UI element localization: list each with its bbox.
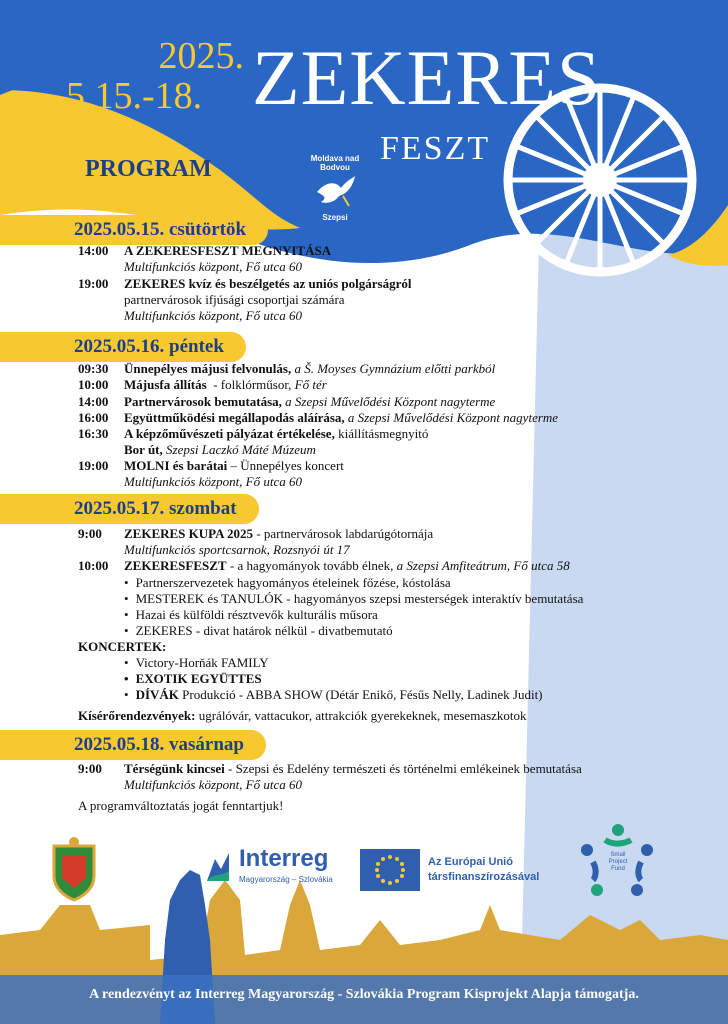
event-location: Multifunkciós sportcsarnok, Rozsnyói út 17	[124, 542, 350, 557]
day3-heading: 2025.05.17. szombat	[0, 494, 259, 524]
event-location: Multifunkciós központ, Fő utca 60	[124, 259, 303, 274]
list-item: • MESTEREK és TANULÓK - hagyományos szepsi mesterségek interaktív bemutatása	[78, 591, 583, 607]
interreg-mark-icon	[205, 849, 231, 883]
program-note: A programváltoztatás jogát fenntartjuk!	[78, 798, 284, 813]
event-row: 14:00 A ZEKERESFESZT MEGNYITÁSA	[78, 243, 332, 258]
list-item: • Victory-Horňák FAMILY	[78, 655, 269, 671]
badge-top-text: Moldava nad Bodvou	[310, 154, 360, 172]
event-row: 9:00 ZEKERES KUPA 2025 - partnervárosok labdarúgótornája	[78, 526, 434, 541]
list-item: • EXOTIK EGYÜTTES	[78, 671, 262, 687]
dove-icon	[313, 172, 357, 208]
footer-funding-text: A rendezvényt az Interreg Magyarország - Szlovákia Program Kisprojekt Alapja támogatja.	[89, 987, 639, 1002]
list-item: • ZEKERES - divat határok nélkül - divatbemutató	[78, 623, 393, 639]
day1-heading: 2025.05.15. csütörtök	[0, 215, 268, 245]
day2-heading: 2025.05.16. péntek	[0, 332, 246, 362]
event-row: 09:30 Ünnepélyes májusi felvonulás, a Š. Moyses Gymnázium előtti parkból	[78, 361, 496, 376]
interreg-logo: Interreg Magyarország – Szlovákia	[205, 845, 355, 889]
event-location: Multifunkciós központ, Fő utca 60	[124, 474, 303, 489]
program-label: PROGRAM	[85, 156, 212, 182]
festival-title: ZEKERES	[252, 34, 602, 121]
eu-text-line2: társfinanszírozásával	[428, 871, 540, 883]
event-row: 16:30 A képzőművészeti pályázat értékelése, kiállításmegnyitó	[78, 426, 429, 441]
event-row: 19:00 ZEKERES kvíz és beszélgetés az uniós polgárságról	[78, 276, 412, 291]
list-item: • DÍVÁK Produkció - ABBA SHOW (Détár Enikő, Fésűs Nelly, Ladinek Judit)	[78, 687, 543, 703]
event-row: Bor út, Szepsi Laczkó Máté Múzeum	[124, 442, 316, 457]
festival-subtitle: FESZT	[380, 130, 491, 167]
list-item: • Hazai és külföldi résztvevők kulturális műsora	[78, 607, 378, 623]
event-dates: 5.15.-18.	[66, 75, 203, 117]
day4-heading: 2025.05.18. vasárnap	[0, 730, 266, 760]
side-events: Kísérőrendezvények: ugrálóvár, vattacukor, attrakciók gyerekeknek, mesemaszkotok	[78, 708, 527, 723]
town-badge	[296, 146, 374, 224]
coat-of-arms-icon	[48, 836, 100, 902]
event-year: 2025.	[158, 35, 244, 77]
small-project-fund-logo: Small Project Fund	[575, 818, 661, 904]
event-row: 19:00 MOLNI és barátai – Ünnepélyes koncert	[78, 458, 344, 473]
list-item: • Partnerszervezetek hagyományos ételeinek főzése, kóstolása	[78, 575, 451, 591]
event-location: Multifunkciós központ, Fő utca 60	[124, 777, 303, 792]
badge-bottom-text: Szepsi	[322, 213, 348, 222]
event-row: 14:00 Partnervárosok bemutatása, a Szepsi Művelődési Központ nagyterme	[78, 394, 496, 409]
event-row: 9:00 Térségünk kincsei - Szepsi és Edelény természeti és történelmi emlékeinek bemutatása	[78, 761, 582, 776]
event-row: 10:00 Májusfa állítás - folklórműsor, Fő tér	[78, 377, 327, 392]
event-row: 16:00 Együttműködési megállapodás aláírása, a Szepsi Művelődési Központ nagyterme	[78, 410, 559, 425]
eu-flag-icon	[360, 849, 420, 891]
event-desc: partnervárosok ifjúsági csoportjai számára	[124, 292, 345, 307]
event-location: Multifunkciós központ, Fő utca 60	[124, 308, 303, 323]
eu-text-line1: Az Európai Unió	[428, 856, 513, 868]
event-row: 10:00 ZEKERESFESZT - a hagyományok tovább élnek, a Szepsi Amfiteátrum, Fő utca 58	[78, 558, 570, 573]
concerts-label: KONCERTEK:	[78, 639, 167, 654]
